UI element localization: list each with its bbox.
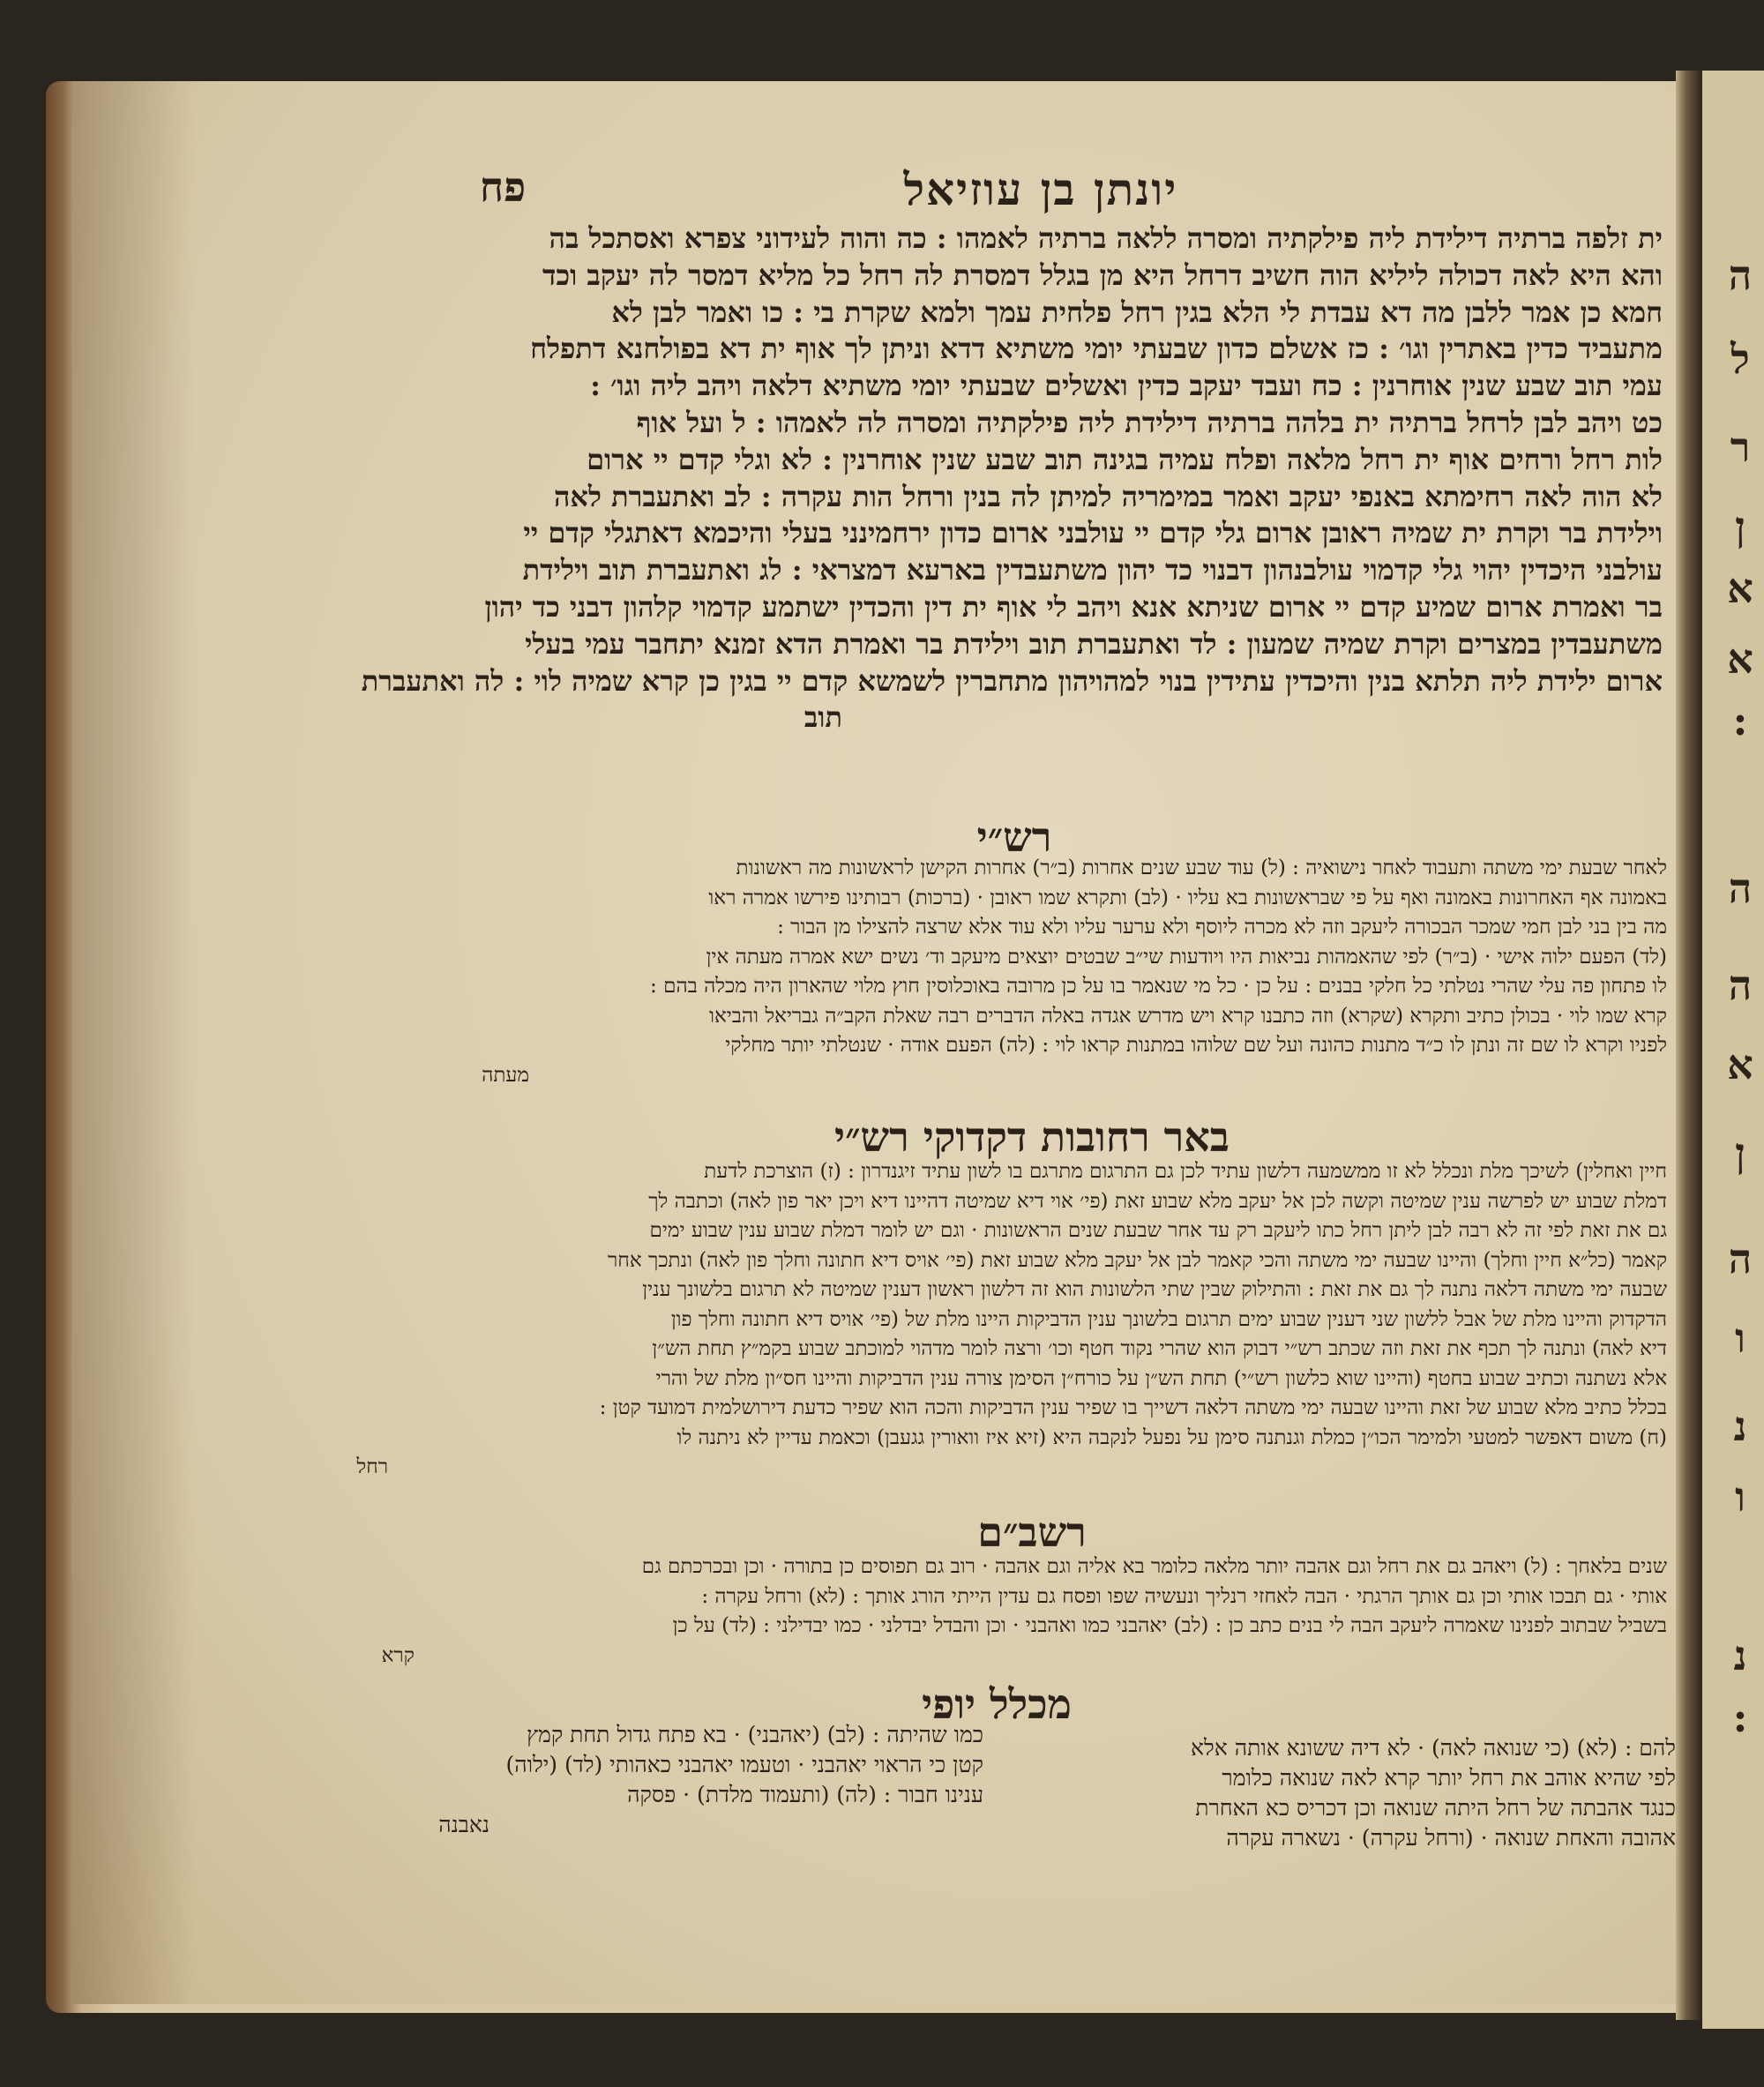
text-line: שבעה ימי משתה דלאה נתנה לך גם את זאת : והתילוק שבין שתי הלשונות הוא זה דלשון ראשון דענין שמיטה לא תרגום בלשונך ענין [642,1278,1667,1301]
text-line: לפניו וקרא לו שם זה ונתן לו כ״ד מתנות כהונה ועל שם שלוהו במתנות קראו לוי : (לה) הפעם אודה · שנטלתי יותר מחלקי [725,1034,1667,1057]
text-line: לות רחל ורחים אוף ית רחל מלאה ופלח עמיה בגינה תוב שבע שנין אוחרנין : לא וגלי קדם יי ארום [587,442,1663,476]
text-line: מעתה [482,1063,529,1087]
text-line: רחל [356,1455,388,1478]
text-line: עולבני היכדין יהוי גלי קדמוי עולבנהון דבנוי כד יהון משתעבדין בארעא דמצראי : לג ואתעברת תוב וילידת [522,553,1663,587]
text-line: אותי · גם תבכו אותי וכן גם אותך הרגתי · הבה לאחזי רנליך ונעשיה שפו ופסח גם עדין הייתי הורג אותך : (לא) ורחל עקרה : [701,1584,1667,1608]
text-line: לאחר שבעת ימי משתה ותעבוד לאחר נישואיה : (ל) עוד שבע שנים אחרות (ב״ר) אחרות הקישן לראשונות מה ראשונות [736,856,1667,879]
next-page-letter: ל [1730,335,1750,383]
text-line: קרא [381,1643,415,1667]
next-page-letter: ן [1735,503,1745,550]
text-line: והא היא לאה דכולה ליליא הוה חשיב דרחל היא מן בגלל דמסרת לה רחל כל מליא דמסר לה יעקב וכד [542,258,1663,292]
next-page-letter: ו [1735,1314,1745,1362]
next-page-letter: ו [1735,1473,1745,1521]
text-line: דיא לאה) ונתנה לך תכף את זאת וזה שכתב רש״י דבוק הוא שהרי נקוד חטף וכו׳ ורצה לומר מדהוי למוכתב שבוע בקמ״ץ תחת הש״ן [652,1337,1667,1360]
next-page-letter: ן [1735,1129,1745,1177]
text-line: באמונה אף האחרונות באמונה ואף על פי שבראשונות בא עליו · (לב) ותקרא שמו ראובן · (ברכות) רבותינו פירשו אמרה ראו [708,886,1667,909]
text-line: אהובה והאחת שנואה · (ורחל עקרה) · נשארה עקרה [1226,1825,1676,1851]
next-page-letter: ה [1728,251,1753,299]
text-line: נאבנה [438,1812,490,1837]
next-page-letter: : [1732,697,1748,744]
beer-rechovot-commentary [326,1157,1667,1483]
page-right-partial [1702,71,1764,2029]
text-line: קטן כי הראוי יאהבני · וטעמו יאהבני כאהותי (לד) (ילוה) [505,1752,983,1777]
rashi-commentary [351,854,1667,1090]
next-page-letter: ה [1728,1235,1753,1283]
text-line: בר ואמרת ארום שמיע קדם יי ארום שניתא אנא ויהב לי אוף ית דין והכדין ישתמע קדמוי קלהון דבני כד יהון [484,589,1663,624]
michlal-yofi-right-column [1005,1733,1676,1853]
text-line: שנים בלאחך : (ל) ויאהב גם את רחל וגם אהבה יותר מלאה כלומר בא אליה וגם אהבה · רוב גם תפוסים כן בתורה · וכן ובכרכתם גם [641,1555,1667,1578]
next-page-letter: נ [1733,1403,1747,1450]
next-page-letter: : [1732,1694,1748,1741]
text-line: גם את זאת לפי זה לא רבה לבן ליתן רחל כתו ליעקב רק עד אחר שבעת שנים הראשונות · וגם יש לומר דמלת שבוע ענין שבוע ימים [649,1219,1667,1242]
rashbam-commentary [344,1552,1667,1671]
running-title: יונתן בן עוזיאל [903,163,1178,215]
text-line: משתעבדין במצרים וקרת שמיה שמעון : לד ואתעברת תוב וילידת בר ואמרת הדא זמנא יתחבר עמי בעלי [525,626,1663,661]
text-line: עמי תוב שבע שנין אוחרנין : כח ועבד יעקב כדין ואשלים שבעתי יומי משתיא דלאה ויהב ליה וגו׳ : [590,369,1663,403]
text-line: מתעביד כדין באתרין וגו׳ : כז אשלם כדון שבעתי יומי משתיא דדא וניתן לך אוף ית דא בפולחנא דתפלח [530,332,1663,366]
text-line: הדקדוק והיינו מלת של אבל ללשון שני דענין שבוע ימים תרגום בלשונך ענין הדביקות היינו מלת של (פי׳ אויס דיא חתונה וחלך פון [670,1307,1667,1331]
text-line: וילידת בר וקרת ית שמיה ראובן ארום גלי קדם יי עולבני ארום כדון ירחמינני בעלי והיכמא דאתגלי קדם יי [523,516,1663,550]
rashbam-heading: רשב״ם [977,1508,1087,1556]
next-page-letter: ה [1728,961,1753,1009]
next-page-letter: א [1727,565,1753,612]
text-line: לא הוה לאה רחימתא באנפי יעקב ואמר במימריה למיתן לה בנין ורחל הות עקרה : לב ואתעברת לאה [554,479,1663,513]
rashi-heading: רש״י [976,813,1052,861]
text-line: (לד) הפעם ילוה אישי · (ב״ר) לפי שהאמהות נביאות היו ויודעות שי״ב שבטים יוצאים מיעקב וד׳ נשים ישא אמרה מעתה אין [706,945,1667,969]
text-line: מה בין בני לבן חמי שמכר הבכורה ליעקב וזה לא מכרה ליוסף ולא ערער עליו ולא עוד אלא שרצה להצילו מן הבור : [777,916,1667,939]
text-line: כנגד אהבתה של רחל היתה שנואה וכן דכריס כא האחרת [1195,1795,1676,1821]
text-line: קאמר (כל״א חיין וחלך) והיינו שבעה ימי משתה והכי קאמר לבן אל יעקב מלא שבוע זאת (פי׳ אויס דיא חתונה וחלך פון לאה) ונתכך אחר [608,1248,1667,1272]
text-line: אלא נשתנה וכתיב שבוע בחטף (והיינו שוא כלשון רש״י) תחת הש״ן על כורח״ן הסימן צורה ענין הדביקות והיינו חס״ון מלת של והרי [655,1366,1667,1390]
text-line: קרא שמו לוי · בכולן כתיב ותקרא (שקרא) וזה כתבנו קרא ויש מדרש אגדה באלה הדברים רבה שאלת הקב״ה גבריאל והביאו [709,1004,1667,1028]
text-line: לו פתחון פה עלי שהרי נטלתי כל חלקי בבנים : על כן · כל מי שנאמר בו על כן מרובה באוכלוסין חוץ מלוי שהארון היה מכלה בהם : [650,975,1667,998]
book-gutter [1676,71,1702,2020]
text-line: כמו שהיתה : (לב) (יאהבני) · בא פתח גדול תחת קמץ [526,1722,983,1747]
beer-rechovot-heading: באר רחובות דקדוקי רש״י [834,1113,1230,1161]
text-line: לפי שהיא אוהב את רחל יותר קרא לאה שנואה כלומר [1222,1765,1676,1791]
next-page-letter: א [1727,1041,1753,1088]
page-number: פח [479,163,527,211]
next-page-letter: א [1727,635,1753,683]
michlal-yofi-left-column [348,1720,983,1840]
text-line: חמא כן אמר ללבן מה דא עבדת לי הלא בגין רחל פלחית עמך ולמא שקרת בי : כו ואמר לבן לא [611,295,1663,329]
text-line: להם : (לא) (כי שנואה לאה) · לא דיה ששונא אותה אלא [1191,1735,1676,1761]
text-line: (ח) משום דאפשר למטעי ולמימר הכו״ן כמלת וגנתנה סימן על נפעל לנקבה היא (זיא איז וואורין גגעבן) וכאמת עדיין לא ניתנה לו [676,1425,1667,1449]
text-line: בכלל כתיב מלא שבוע של זאת והיינו שבעה ימי משתה דלאה דשייך בו שפיר ענין הדביקות והכה הוא שפיר כדעת דירושלמית דמועד קטן : [599,1396,1667,1419]
michlal-yofi-heading: מכלל יופי [922,1680,1072,1728]
next-page-letter: ר [1730,423,1751,471]
targum-text [348,221,1663,737]
text-line: ית זלפה ברתיה דילידת ליה פילקתיה ומסרה ללאה ברתיה לאמהו : כה והוה לעידוני צפרא ואסתכל בה [549,221,1663,255]
text-line: כט ויהב לבן לרחל ברתיה ית בלהה ברתיה דילידת ליה פילקתיה ומסרה לה לאמהו : ל ועל אוף [636,405,1663,439]
text-line: בשביל שבתוב לפנינו שאמרה ליעקב הבה לי בנים כתב כן : (לב) יאהבני כמו ואהבני · וכן והבדל יבדלני · כמו יבדילני : (לד) על כן [672,1614,1667,1637]
text-line: דמלת שבוע יש לפרשה ענין שמיטה וקשה לכן אל יעקב מלא שבוע זאת (פי׳ אוי דיא שמיטה דהיינו דיא ויכן יאר פון לאה) וכתבה לך [648,1189,1667,1213]
text-line: תוב [804,700,842,735]
text-line: ארום ילידת ליה תלתא בנין והיכדין עתידין בנוי למהויהון מתחברין לשמשא קדם יי בגין כן קרא שמיה לוי : לה ואתעברת [361,663,1663,698]
next-page-letter: ה [1728,864,1753,912]
next-page-letter: נ [1733,1632,1747,1679]
text-line: חיין ואחלין) לשיכך מלת ונכלל לא זו ממשמעה דלשון עתיד לכן גם התרגום מתרגם בו לשון עתיד זיגנדרון : (ז) הוצרכת לדעת [704,1160,1667,1183]
text-line: ענינו חבור : (לה) (ותעמוד מלדת) · פסקה [627,1782,983,1807]
